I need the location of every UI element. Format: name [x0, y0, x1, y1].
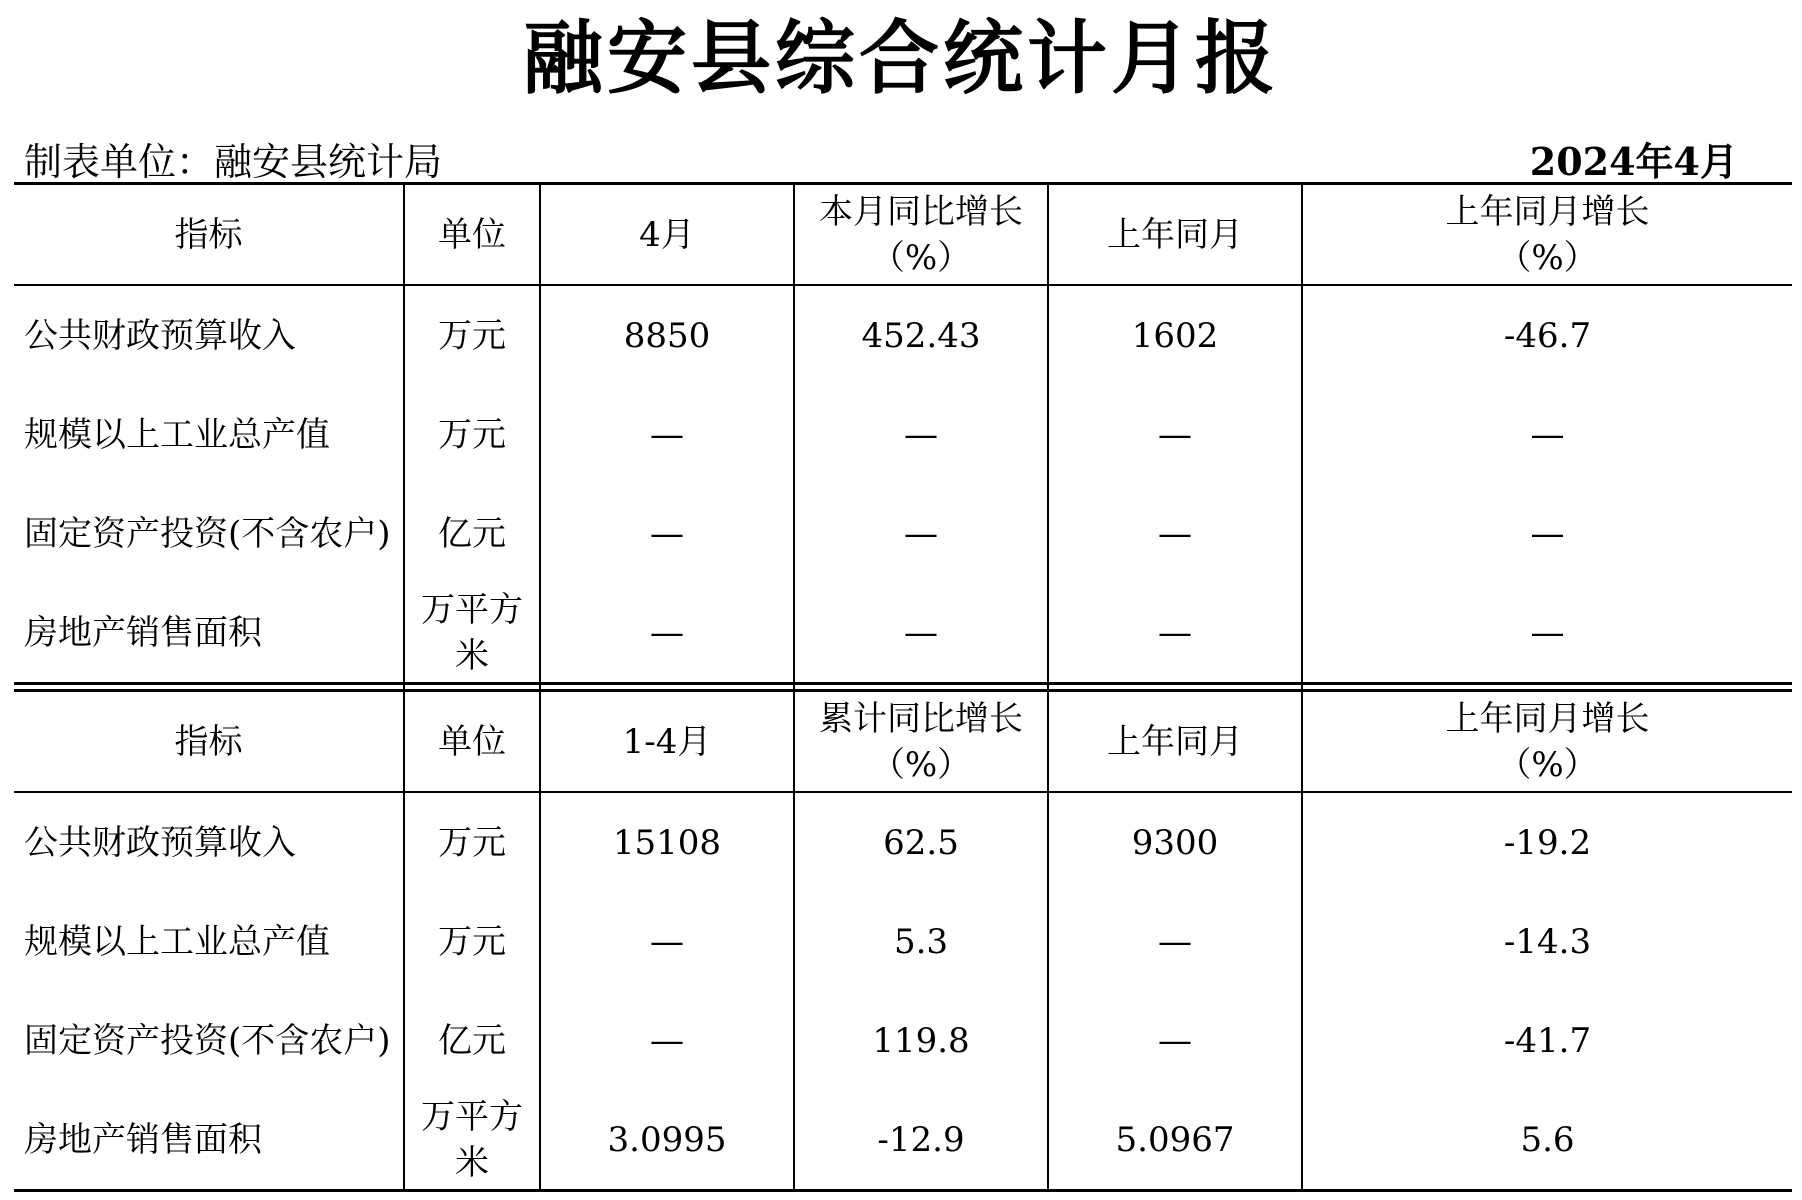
cell-value: 8850 [540, 285, 794, 385]
divider-cell [404, 684, 540, 691]
section2-header-indicator: 指标 [14, 691, 404, 793]
cell-last-year: — [1048, 892, 1302, 991]
cell-value: 15108 [540, 792, 794, 892]
cell-last-year-growth: -41.7 [1302, 991, 1792, 1090]
cell-indicator: 规模以上工业总产值 [24, 414, 330, 455]
section2-header-value: 1-4月 [540, 691, 794, 793]
section2-header-last-year-growth: 上年同月增长 （%） [1302, 691, 1792, 793]
cell-unit: 万平方 米 [404, 1090, 540, 1191]
divider-cell [1302, 684, 1792, 691]
cell-last-year: — [1048, 991, 1302, 1090]
cell-unit: 亿元 [404, 484, 540, 583]
cell-last-year-growth: -46.7 [1302, 285, 1792, 385]
table-row [14, 1090, 1792, 1191]
section-divider [14, 684, 1792, 691]
section1-header-value: 4月 [540, 184, 794, 286]
cell-yoy-growth: 5.3 [794, 892, 1048, 991]
section2-header-unit: 单位 [404, 691, 540, 793]
cell-last-year: — [1048, 385, 1302, 484]
cell-last-year-growth: 5.6 [1302, 1090, 1792, 1191]
cell-unit: 万元 [404, 385, 540, 484]
section2-header-yoy-growth: 累计同比增长 （%） [794, 691, 1048, 793]
cell-yoy-growth: — [794, 385, 1048, 484]
table-row [14, 991, 1792, 1090]
cell-yoy-growth: -12.9 [794, 1090, 1048, 1191]
report-title: 融安县综合统计月报 [523, 11, 1279, 105]
cell-yoy-growth: — [794, 484, 1048, 583]
cell-unit: 万平方 米 [404, 583, 540, 684]
org-label: 制表单位：融安县统计局 [24, 140, 443, 184]
cell-last-year: 9300 [1048, 792, 1302, 892]
divider-cell [540, 684, 794, 691]
cell-indicator: 固定资产投资(不含农户) [24, 513, 391, 554]
section1-header-row [14, 184, 1792, 286]
cell-value: — [540, 385, 794, 484]
cell-last-year: — [1048, 484, 1302, 583]
cell-last-year: — [1048, 583, 1302, 684]
cell-value: — [540, 892, 794, 991]
cell-yoy-growth: 452.43 [794, 285, 1048, 385]
cell-indicator: 公共财政预算收入 [24, 822, 296, 863]
cell-last-year-growth: — [1302, 385, 1792, 484]
section1-header-last-year: 上年同月 [1048, 184, 1302, 286]
cell-last-year-growth: — [1302, 583, 1792, 684]
table-row [14, 285, 1792, 385]
report-table [14, 182, 1792, 1192]
cell-unit: 万元 [404, 792, 540, 892]
cell-last-year-growth: -19.2 [1302, 792, 1792, 892]
cell-value: 3.0995 [540, 1090, 794, 1191]
table-row [14, 583, 1792, 684]
cell-indicator: 规模以上工业总产值 [24, 921, 330, 962]
cell-yoy-growth: — [794, 583, 1048, 684]
report-table-body [14, 184, 1792, 1191]
cell-unit: 万元 [404, 285, 540, 385]
cell-indicator: 房地产销售面积 [14, 1090, 404, 1191]
section1-header-indicator: 指标 [14, 184, 404, 286]
cell-value: — [540, 484, 794, 583]
cell-indicator: 公共财政预算收入 [24, 315, 296, 356]
cell-indicator: 房地产销售面积 [14, 583, 404, 684]
cell-value: — [540, 583, 794, 684]
cell-yoy-growth: 62.5 [794, 792, 1048, 892]
cell-last-year-growth: — [1302, 484, 1792, 583]
section1-header-yoy-growth: 本月同比增长 （%） [794, 184, 1048, 286]
cell-last-year-growth: -14.3 [1302, 892, 1792, 991]
cell-value: — [540, 991, 794, 1090]
cell-last-year: 5.0967 [1048, 1090, 1302, 1191]
cell-indicator: 固定资产投资(不含农户) [24, 1020, 391, 1061]
report-period: 2024年4月 [1529, 139, 1738, 184]
divider-cell [794, 684, 1048, 691]
table-row [14, 792, 1792, 892]
cell-unit: 亿元 [404, 991, 540, 1090]
section2-header-last-year: 上年同月 [1048, 691, 1302, 793]
cell-yoy-growth: 119.8 [794, 991, 1048, 1090]
cell-unit: 万元 [404, 892, 540, 991]
section1-header-unit: 单位 [404, 184, 540, 286]
table-row [14, 892, 1792, 991]
table-row [14, 484, 1792, 583]
section2-header-row [14, 691, 1792, 793]
divider-cell [1048, 684, 1302, 691]
table-row [14, 385, 1792, 484]
cell-last-year: 1602 [1048, 285, 1302, 385]
section1-header-last-year-growth: 上年同月增长 （%） [1302, 184, 1792, 286]
divider-cell [14, 684, 404, 691]
